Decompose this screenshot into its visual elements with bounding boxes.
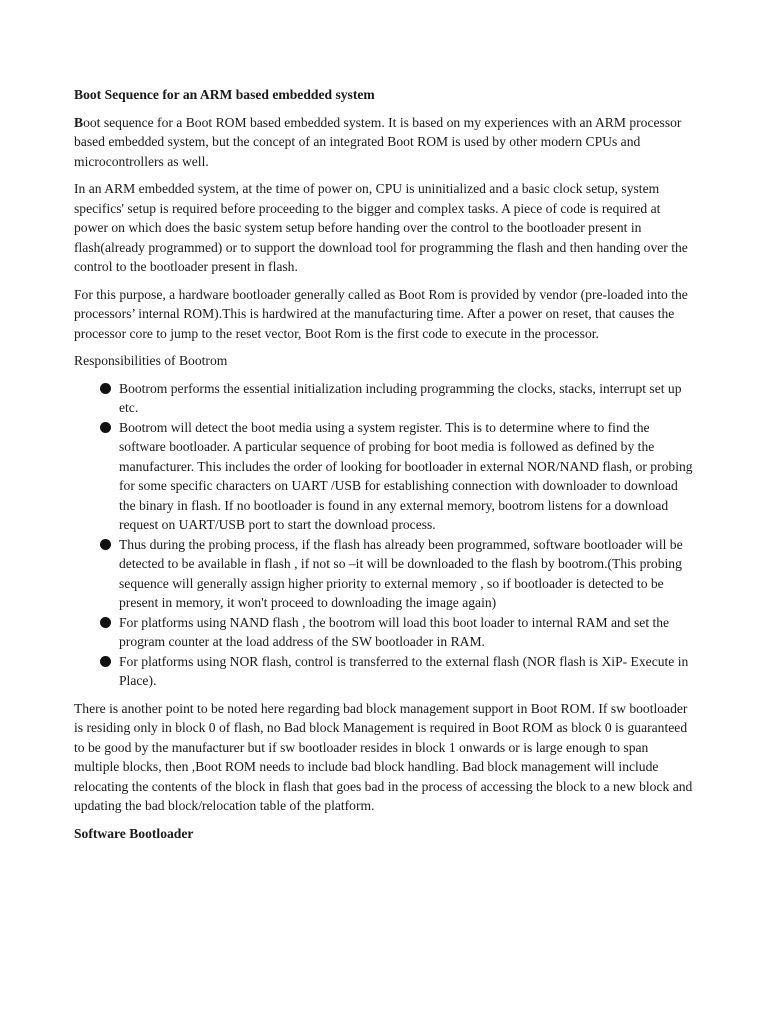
responsibilities-list <box>74 379 696 691</box>
bullet-icon <box>100 383 111 394</box>
intro-paragraph <box>74 113 696 172</box>
list-item-text: For platforms using NOR flash, control is transferred to the external flash (NOR flash is XiP- Execute in Place). <box>119 653 689 688</box>
list-item <box>74 418 696 535</box>
list-item <box>74 535 696 613</box>
document-page <box>74 85 696 843</box>
list-item-text: Thus during the probing process, if the flash has already been programmed, software bootloader will be detected to be available in flash , if not so –it will be downloaded to the flash by bootrom.(This probing sequence will generally assign higher priority to external memory , so if bootloader is detected to be present in memory, it won't proceed to downloading the image again) <box>119 536 683 610</box>
intro-drop-letter: B <box>74 114 84 130</box>
boot-rom-paragraph: For this purpose, a hardware bootloader generally called as Boot Rom is provided by vendor (pre-loaded into the processors’ internal ROM).This is hardwired at the manufacturing time. After a power on reset, that causes the processor core to jump to the reset vector, Boot Rom is the first code to execute in the processor. <box>74 286 688 341</box>
section-heading: Software Bootloader <box>74 825 194 841</box>
bad-block-paragraph: There is another point to be noted here regarding bad block management support in Boot ROM. If sw bootloader is residing only in block 0 of flash, no Bad block Management is required in Boot ROM as block 0 is guaranteed to be good by the manufacturer but if sw bootloader resides in block 1 onwards or is large enough to span multiple blocks, then ,Boot ROM needs to include bad block handling. Bad block management will include relocating the contents of the block in flash that goes bad in the process of accessing the block to a new block and updating the bad block/relocation table of the platform. <box>74 700 693 813</box>
list-item-text: For platforms using NAND flash , the bootrom will load this boot loader to internal RAM and set the program counter at the load address of the SW bootloader in RAM. <box>119 614 670 649</box>
list-item <box>74 379 696 418</box>
list-item <box>74 652 696 691</box>
bullet-icon <box>100 617 111 628</box>
list-item-text: Bootrom performs the essential initialization including programming the clocks, stacks, interrupt set up etc. <box>119 380 682 415</box>
intro-text: oot sequence for a Boot ROM based embedded system. It is based on my experiences with an ARM processor based embedded system, but the concept of an integrated Boot ROM is used by other modern CPUs and microcontrollers as well. <box>74 114 682 169</box>
list-item-text: Bootrom will detect the boot media using a system register. This is to determine where to find the software bootloader. A particular sequence of probing for boot media is followed as defined by the manufacturer. This includes the order of looking for bootloader in external NOR/NAND flash, or probing for some specific characters on UART /USB for establishing connection with downloader to download the binary in flash. If no bootloader is found in any external memory, bootrom listens for a download request on UART/USB port to start the download process. <box>119 419 693 532</box>
bullet-icon <box>100 656 111 667</box>
bullet-icon <box>100 539 111 550</box>
list-item <box>74 613 696 652</box>
responsibilities-label: Responsibilities of Bootrom <box>74 353 228 368</box>
bullet-icon <box>100 422 111 433</box>
power-on-paragraph: In an ARM embedded system, at the time of power on, CPU is uninitialized and a basic clock setup, system specifics' setup is required before proceeding to the bigger and complex tasks. A piece of code is required at power on which does the basic system setup before handing over the control to the bootloader present in flash(already programmed) or to support the download tool for programming the flash and then handing over the control to the bootloader present in flash. <box>74 181 688 274</box>
document-title: Boot Sequence for an ARM based embedded system <box>74 87 375 102</box>
